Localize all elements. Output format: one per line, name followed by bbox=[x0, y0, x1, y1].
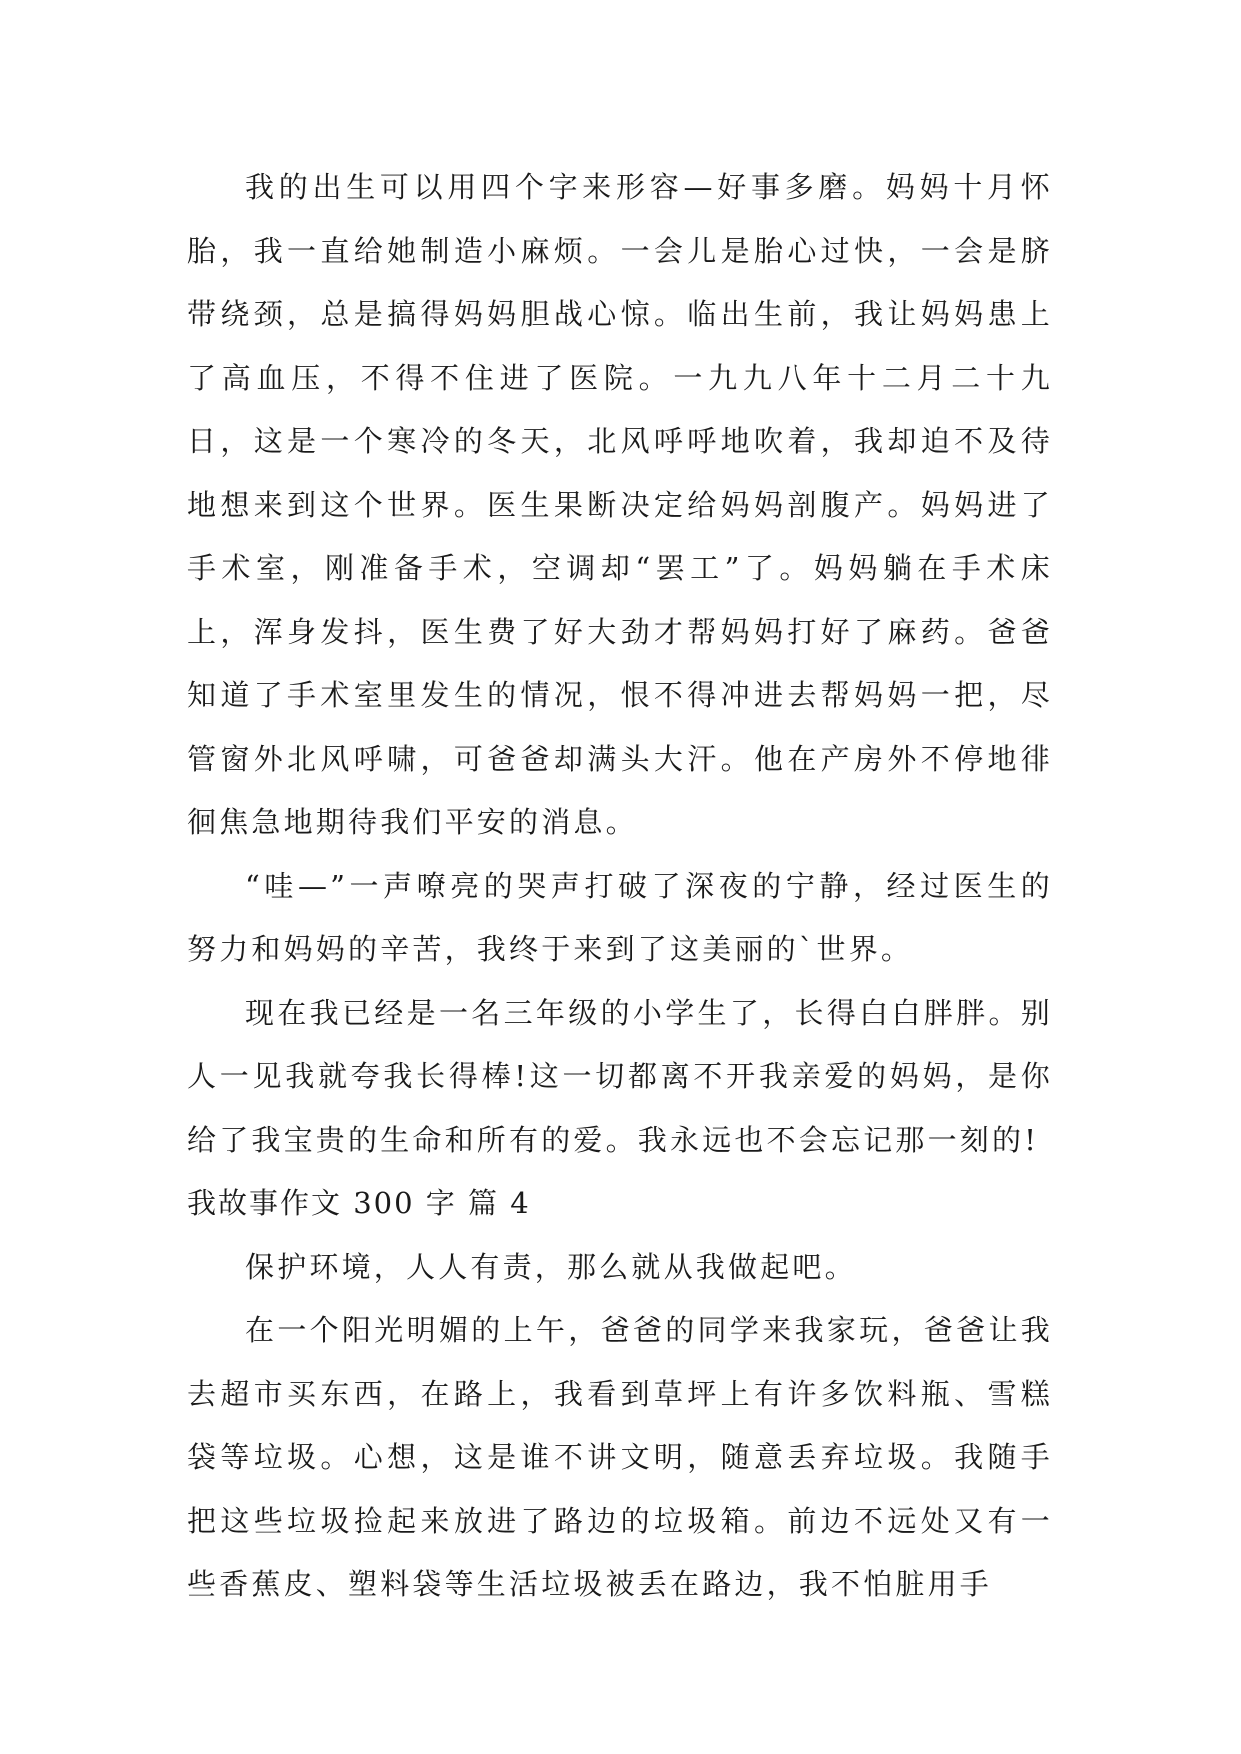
paragraph-picking-up-litter: 在一个阳光明媚的上午，爸爸的同学来我家玩，爸爸让我去超市买东西，在路上，我看到草坪上有许多饮料瓶、雪糕袋等垃圾。心想，这是谁不讲文明，随意丢弃垃圾。我随手把这些垃圾捡起来放进了路边的垃圾箱。前边不远处又有一些香蕉皮、塑料袋等生活垃圾被丢在路边，我不怕脏用手 bbox=[187, 1313, 1053, 1601]
paragraph-protect-environment: 保护环境，人人有责，那么就从我做起吧。 bbox=[245, 1249, 857, 1284]
section-heading: 我故事作文 300 字 篇 4 bbox=[187, 1186, 531, 1220]
paragraph-birth-story: 我的出生可以用四个字来形容—好事多磨。妈妈十月怀胎，我一直给她制造小麻烦。一会儿是胎心过快，一会是脐带绕颈，总是搞得妈妈胆战心惊。临出生前，我让妈妈患上了高血压，不得不住进了医院。一九九八年十二月二十九日，这是一个寒冷的冬天，北风呼呼地吹着，我却迫不及待地想来到这个世界。医生果断决定给妈妈剖腹产。妈妈进了手术室，刚准备手术，空调却“罢工”了。妈妈躺在手术床上，浑身发抖，医生费了好大劲才帮妈妈打好了麻药。爸爸知道了手术室里发生的情况，恨不得冲进去帮妈妈一把，尽管窗外北风呼啸，可爸爸却满头大汗。他在产房外不停地徘徊焦急地期待我们平安的消息。 bbox=[187, 170, 1053, 839]
paragraph-first-cry: “哇—”一声嘹亮的哭声打破了深夜的宁静，经过医生的努力和妈妈的辛苦，我终于来到了这美丽的`世界。 bbox=[187, 868, 1053, 966]
paragraph-now-third-grade: 现在我已经是一名三年级的小学生了，长得白白胖胖。别人一见我就夸我长得棒!这一切都离不开我亲爱的妈妈，是你给了我宝贵的生命和所有的爱。我永远也不会忘记那一刻的! bbox=[187, 995, 1053, 1157]
document-body bbox=[187, 156, 1053, 1617]
